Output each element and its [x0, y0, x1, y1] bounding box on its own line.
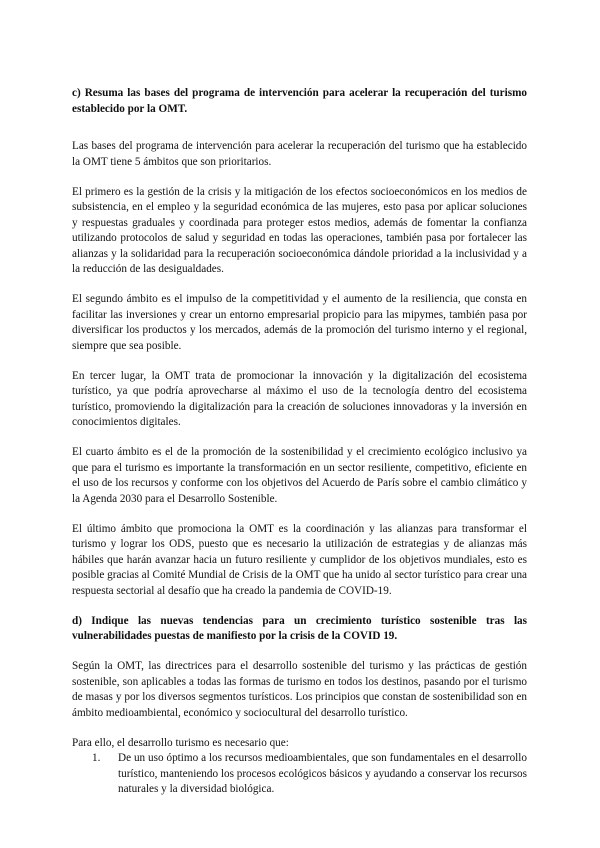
section-c-heading: c) Resuma las bases del programa de intervención para acelerar la recuperación del turismo establecido por la OMT. — [72, 87, 527, 115]
section-c-paragraph: El cuarto ámbito es el de la promoción de la sostenibilidad y el crecimiento ecológico inclusivo ya que para el turismo es importante la transformación en un sector resiliente, competitivo, eficiente en el uso de los recursos y conforme con los objetivos del Acuerdo de París sobre el cambio climático y la Agenda 2030 para el Desarrollo Sostenible. — [72, 446, 527, 505]
section-c-paragraph: El segundo ámbito es el impulso de la competitividad y el aumento de la resiliencia, que consta en facilitar las inversiones y crear un entorno empresarial propicio para las mipymes, también pasa por diversificar los productos y los mercados, además de la promoción del turismo interno y el regional, siempre que sea posible. — [72, 293, 527, 352]
section-c-paragraph: El primero es la gestión de la crisis y la mitigación de los efectos socioeconómicos en los medios de subsistencia, en el empleo y la seguridad económica de las mujeres, esto pasa por aplicar soluciones y respuestas graduales y coordinada para proteger estos medios, además de fomentar la confianza utilizando protocolos de salud y seguridad en todas las operaciones, también pasa por fortalecer las alianzas y la solidaridad para la recuperación socioeconómica dándole prioridad a la inclusividad y a la reducción de las desigualdades. — [72, 185, 527, 275]
list-item — [72, 751, 527, 798]
section-d-paragraph: Según la OMT, las directrices para el desarrollo sostenible del turismo y las prácticas de gestión sostenible, son aplicables a todas las formas de turismo en todos los destinos, pasando por el turismo de masas y por los diversos segmentos turísticos. Los principios que constan de sostenibilidad son en ámbito medioambiental, económico y sociocultural del desarrollo turístico. — [72, 660, 527, 719]
section-c-paragraph: El último ámbito que promociona la OMT es la coordinación y las alianzas para transformar el turismo y lograr los ODS, puesto que es necesario la utilización de estrategias y de alianzas más hábiles que harán avanzar hacia un futuro resiliente y cumplidor de los objetivos mundiales, esto es posible gracias al Comité Mundial de Crisis de la OMT que ha unido al sector turístico para crear una respuesta sectorial al desafío que ha creado la pandemia de COVID-19. — [72, 522, 527, 597]
document-page — [72, 86, 527, 798]
section-d-list-intro: Para ello, el desarrollo turismo es necesario que: — [72, 736, 289, 749]
section-d-heading: d) Indique las nuevas tendencias para un crecimiento turístico sostenible tras las vulnerabilidades puestas de manifiesto por la crisis de la COVID 19. — [72, 614, 527, 642]
section-c-paragraph: Las bases del programa de intervención para acelerar la recuperación del turismo que ha establecido la OMT tiene 5 ámbitos que son prioritarios. — [72, 140, 527, 168]
numbered-list — [72, 751, 527, 798]
list-item-text: De un uso óptimo a los recursos medioambientales, que son fundamentales en el desarrollo turístico, manteniendo los procesos ecológicos básicos y ayudando a conservar los recursos naturales y la diversidad biológica. — [118, 752, 527, 795]
list-item-number: 1. — [92, 752, 101, 764]
section-c-paragraph: En tercer lugar, la OMT trata de promocionar la innovación y la digitalización del ecosistema turístico, ya que podría aprovecharse al máximo el uso de la tecnología dentro del ecosistema turístico, promoviendo la digitalización para la creación de soluciones innovadoras y la inversión en conocimientos digitales. — [72, 369, 527, 428]
